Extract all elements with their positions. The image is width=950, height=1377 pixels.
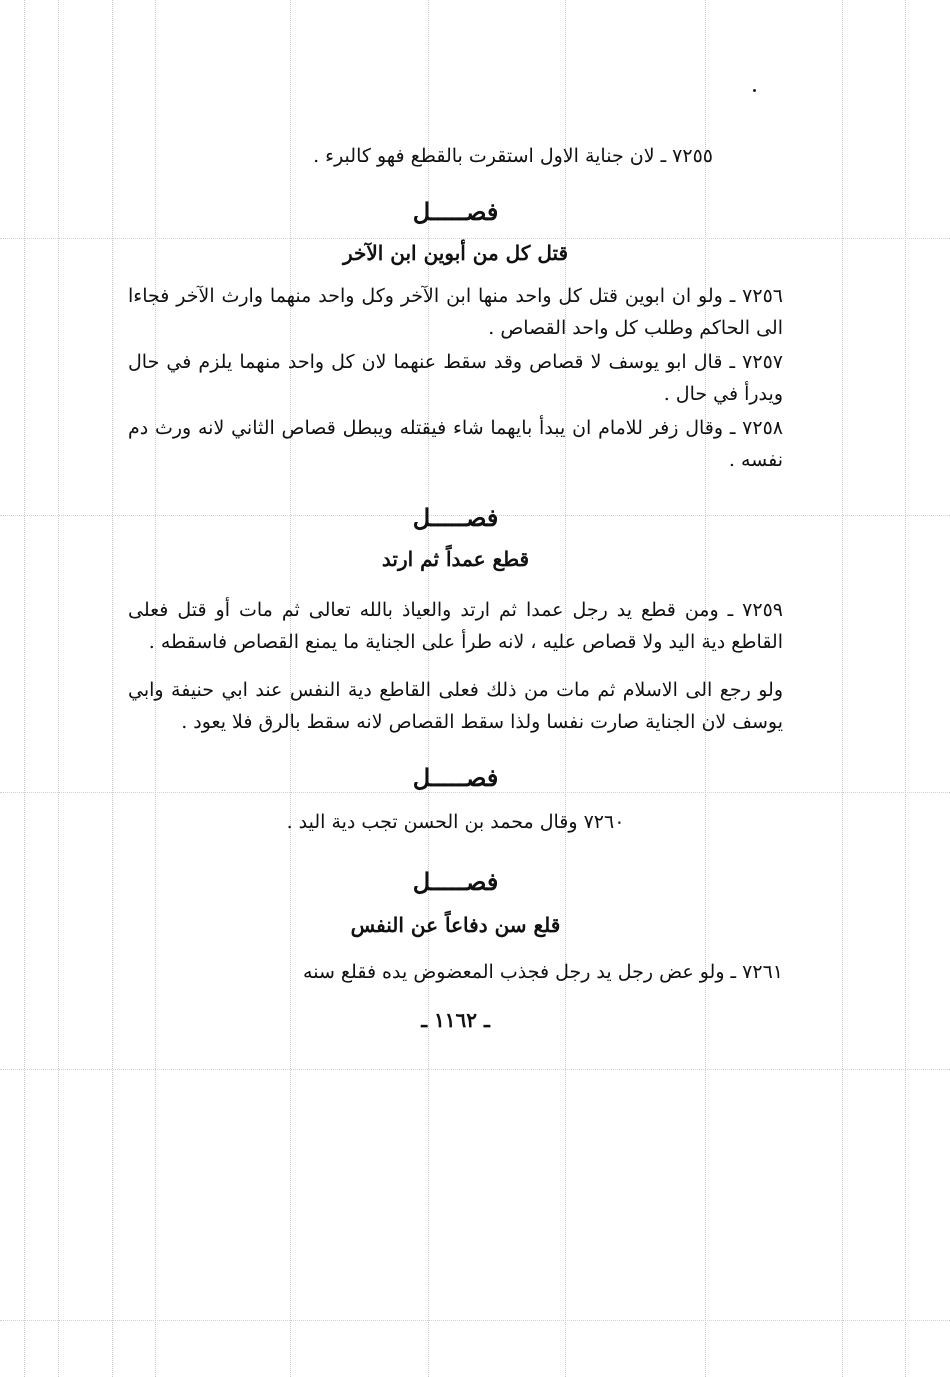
section-subheading: قطع عمداً ثم ارتد [381,547,530,571]
paragraph-7256: ٧٢٥٦ ـ ولو ان ابوين قتل كل واحد منها ابن الآخر وكل واحد منهما وارث الآخر فجاءا الى الحاكم وطلب كل واحد القصاص . [128,285,783,339]
paragraph-return-to-islam: ولو رجع الى الاسلام ثم مات من ذلك فعلى القاطع دية النفس عند ابي حنيفة وابي يوسف لان الجناية صارت نفسا ولذا سقط القصاص لانه سقط بالرق فلا يعود . [128,679,783,733]
paragraph-7261: ٧٢٦١ ـ ولو عض رجل يد رجل فجذب المعضوض يده فقلع سنه [303,961,783,983]
scan-guide-line [905,0,906,1377]
scan-guide-line [58,0,59,1377]
section-heading-text: فصـــــل [412,503,499,532]
scan-guide-line [0,1069,950,1070]
scan-guide-line [842,0,843,1377]
page-number: ـ ١١٦٢ ـ [421,1008,490,1032]
section-heading [128,498,783,538]
section-heading-text: فصـــــل [412,867,499,896]
section-heading [128,192,783,232]
section-heading-text: فصـــــل [412,763,499,792]
section-heading [128,862,783,902]
section-subheading: قتل كل من أبوين ابن الآخر [342,241,569,265]
scan-dot [753,89,756,92]
paragraph-7260: ٧٢٦٠ وقال محمد بن الحسن تجب دية اليد . [286,811,625,833]
scan-guide-line [24,0,25,1377]
page-content [128,140,783,1036]
section-heading [128,758,783,798]
section-heading-text: فصـــــل [412,197,499,226]
scan-guide-line [112,0,113,1377]
scan-guide-line [0,1320,950,1321]
section-subheading: قلع سن دفاعاً عن النفس [350,913,561,937]
paragraph-7259: ٧٢٥٩ ـ ومن قطع يد رجل عمدا ثم ارتد والعياذ بالله تعالى ثم مات أو قتل فعلى القاطع دية اليد ولا قصاص عليه ، لانه طرأ على الجناية ما يمنع القصاص فاسقطه . [128,599,783,653]
paragraph-7258: ٧٢٥٨ ـ وقال زفر للامام ان يبدأ بايهما شاء فيقتله ويبطل قصاص الثاني لانه ورث دم نفسه . [128,417,783,471]
paragraph-7255: ٧٢٥٥ ـ لان جناية الاول استقرت بالقطع فهو كالبرء . [313,145,713,167]
paragraph-7257: ٧٢٥٧ ـ قال ابو يوسف لا قصاص وقد سقط عنهما لان كل واحد منهما يلزم في حال ويدرأ في حال . [128,351,783,405]
